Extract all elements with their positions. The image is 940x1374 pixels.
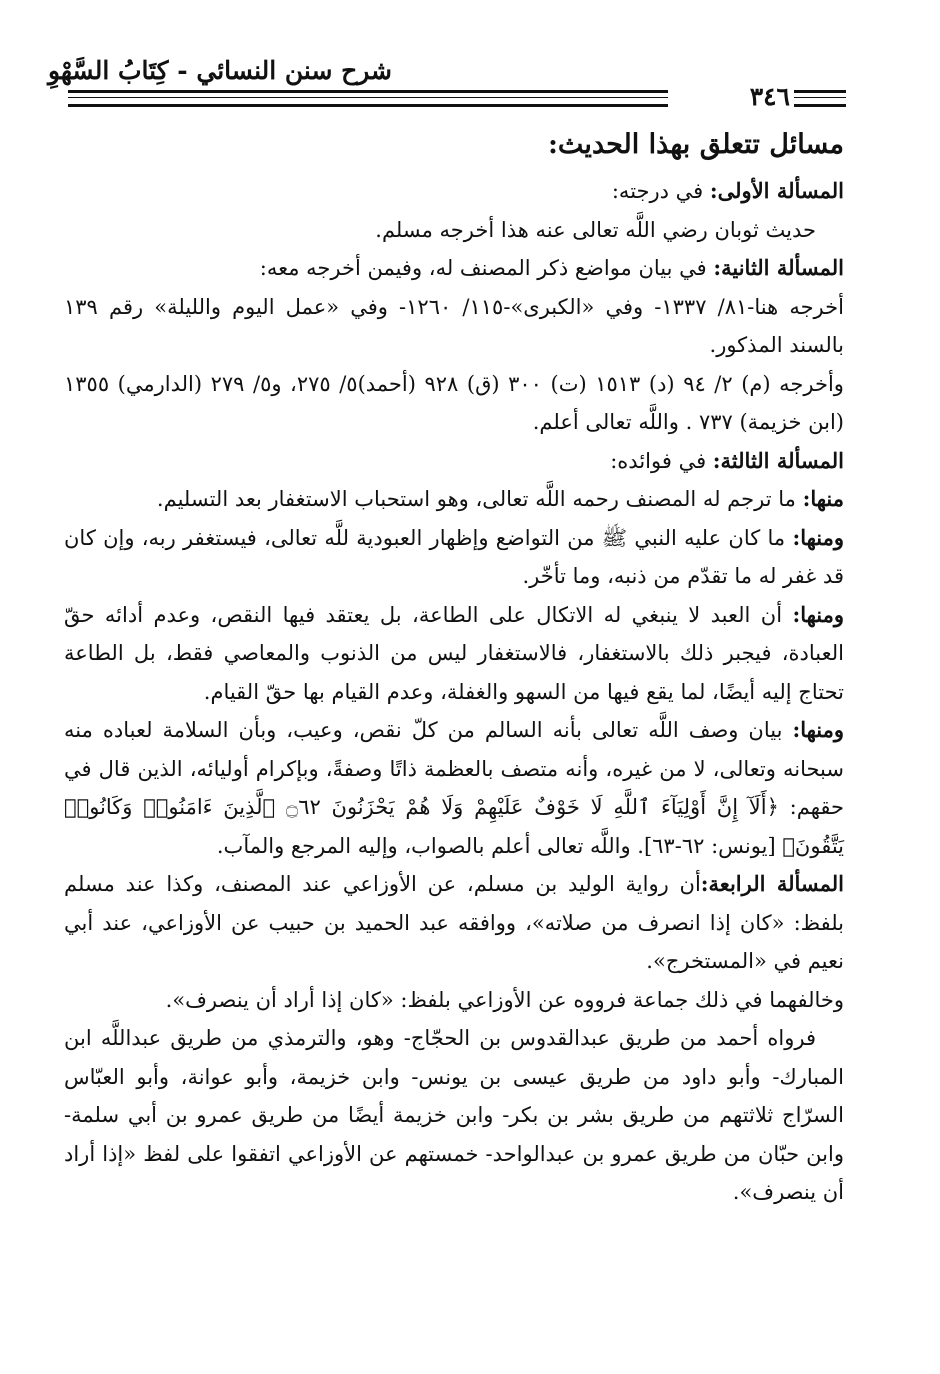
paragraph-label: ومنها: <box>792 717 844 742</box>
paragraph-text: بيان وصف اللَّه تعالى بأنه السالم من كلّ نقص، وعيب، وبأن السلامة لعباده منه سبحانه وتعالى، لا من غيره، وأنه متصف بالعظمة ذاتًا وصفةً، وبإكرام أوليائه، الذين قال في حقهم: ﴿أَلَآ إِنَّ أَوْلِيَآءَ ٱللَّهِ لَا خَوْفٌ عَلَيْهِمْ وَلَا هُمْ يَحْزَنُونَ ۝٦٢ ٱلَّذِينَ ءَامَنُوا۟ وَكَانُوا۟ يَتَّقُونَ﴾ [يونس: ٦٢-٦٣]. واللَّه تعالى أعلم بالصواب، وإليه المرجع والمآب. <box>64 718 844 858</box>
paragraph-benefit <box>64 711 844 865</box>
paragraph-benefit <box>64 480 844 519</box>
paragraph-text: في درجته: <box>611 179 710 203</box>
header-rule-short-top <box>794 90 846 93</box>
paragraph-text: أن العبد لا ينبغي له الاتكال على الطاعة، بل يعتقد فيها النقص، وعدم أدائه حقّ العبادة، فيجبر ذلك بالاستغفار، فالاستغفار ليس من الذنوب والمعاصي فقط، بل الطاعة تحتاج إليه أيضًا، لما يقع فيها من السهو والغفلة، وعدم القيام بها حقّ القيام. <box>64 602 844 704</box>
header-rule-short-middle <box>794 97 846 98</box>
paragraph-text: حديث ثوبان رضي اللَّه تعالى عنه هذا أخرجه مسلم. <box>375 217 816 242</box>
paragraph <box>64 288 844 365</box>
paragraph-benefit <box>64 596 844 712</box>
paragraph-label: ومنها: <box>792 601 844 627</box>
section-heading: مسائل تتعلق بهذا الحديث: <box>547 129 844 160</box>
paragraph <box>64 981 844 1020</box>
header-rule-middle <box>68 97 668 98</box>
paragraph-label: منها: <box>802 486 844 511</box>
paragraph-text: في بيان مواضع ذكر المصنف له، وفيمن أخرجه معه: <box>259 256 714 280</box>
paragraph-text: في فوائده: <box>610 448 713 473</box>
paragraph-issue-4 <box>64 865 844 981</box>
page-body <box>64 124 844 1212</box>
paragraph-text: وأخرجه (م) ٢/ ٩٤ (د) ١٥١٣ (ت) ٣٠٠ (ق) ٩٢٨ (أحمد)٥/ ٢٧٥، و٥/ ٢٧٩ (الدارمي) ١٣٥٥ (ابن خزيمة) ٧٣٧ . واللَّه تعالى أعلم. <box>64 371 844 434</box>
paragraph <box>64 365 844 442</box>
page-number: ٣٤٦ <box>749 82 790 111</box>
paragraph-issue-1 <box>64 172 844 211</box>
header-rule-short-bottom <box>794 104 846 107</box>
paragraph-text: أن رواية الوليد بن مسلم، عن الأوزاعي عند المصنف، وكذا عند مسلم بلفظ: «كان إذا انصرف من صلاته»، ووافقه عبد الحميد بن حبيب عن الأوزاعي، عند أبي نعيم في «المستخرج». <box>64 872 844 973</box>
paragraph-label: المسألة الرابعة: <box>700 871 844 896</box>
paragraph-label: المسألة الثالثة: <box>712 447 844 473</box>
header-rule-top <box>68 90 668 93</box>
paragraph-label: المسألة الأولى: <box>709 178 844 203</box>
paragraph-text: ما كان عليه النبي ﷺ من التواضع وإظهار العبودية للَّه تعالى، فيستغفر ربه، وإن كان قد غفر له ما تقدّم من ذنبه، وما تأخّر. <box>64 525 844 588</box>
paragraph <box>64 211 844 250</box>
paragraph-benefit <box>64 519 844 596</box>
paragraph-text: أخرجه هنا-٨١/ ١٣٣٧- وفي «الكبرى»-١١٥/ ١٢٦٠- وفي «عمل اليوم والليلة» رقم ١٣٩ بالسند المذكور. <box>64 294 844 357</box>
paragraph-label: المسألة الثانية: <box>713 255 844 280</box>
paragraph-label: ومنها: <box>792 524 844 550</box>
paragraph-text: ما ترجم له المصنف رحمه اللَّه تعالى، وهو استحباب الاستغفار بعد التسليم. <box>156 487 803 511</box>
paragraph-issue-2 <box>64 249 844 288</box>
running-header-title: شرح سنن النسائي - كِتَابُ السَّهْوِ <box>47 56 392 85</box>
header-rule-bottom <box>68 104 668 107</box>
paragraph-text: فرواه أحمد من طريق عبدالقدوس بن الحجّاج- وهو، والترمذي من طريق عبداللَّه ابن المبارك- وأبو داود من طريق عيسى بن يونس- وابن خزيمة، وأبو عوانة، وأبو العبّاس السرّاج ثلاثتهم من طريق بشر بن بكر- وابن خزيمة أيضًا من طريق عمرو بن أبي سلمة- وابن حبّان من طريق عمرو بن عبدالواحد- خمستهم عن الأوزاعي اتفقوا على لفظ «إذا أراد أن ينصرف». <box>64 1026 844 1204</box>
paragraph-issue-3 <box>64 442 844 481</box>
paragraph-text: وخالفهما في ذلك جماعة فرووه عن الأوزاعي بلفظ: «كان إذا أراد أن ينصرف». <box>165 987 844 1012</box>
paragraph <box>64 1019 844 1212</box>
